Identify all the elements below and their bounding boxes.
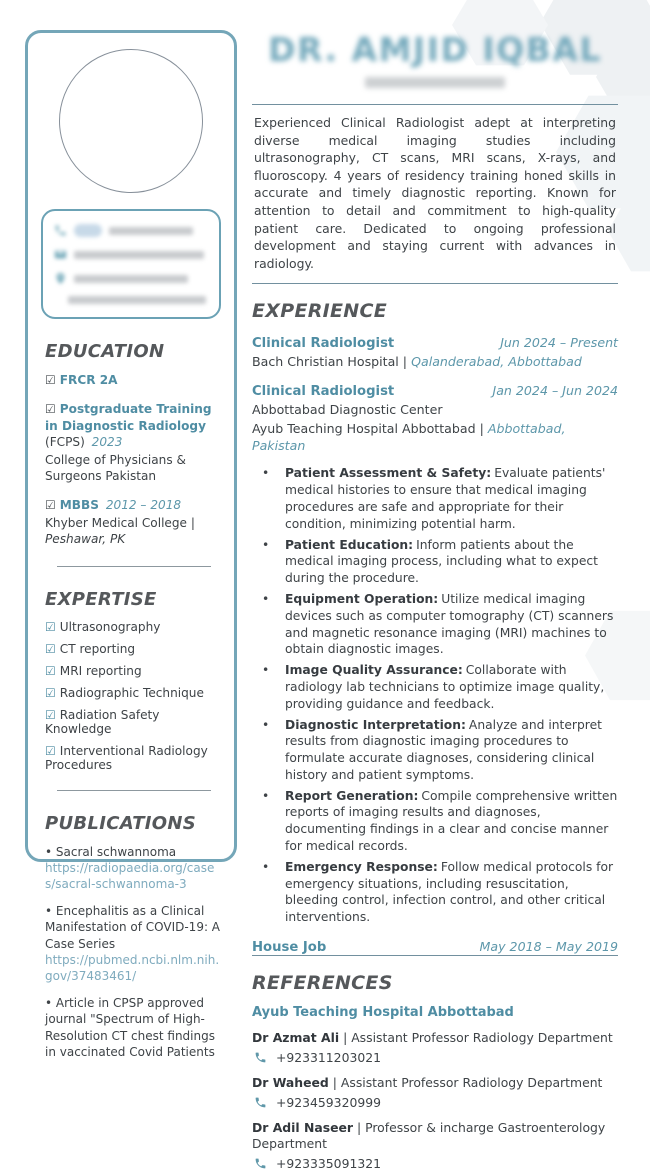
expertise-label: MRI reporting bbox=[59, 663, 142, 678]
publication-link[interactable]: https://pubmed.ncbi.nlm.nih.gov/37483461/ bbox=[45, 952, 220, 984]
publication-item bbox=[41, 844, 221, 893]
education-title: FRCR 2A bbox=[59, 373, 118, 387]
redacted-email bbox=[74, 251, 204, 259]
contact-row-email bbox=[54, 248, 208, 261]
expertise-label: CT reporting bbox=[59, 641, 136, 656]
reference-name: Dr Azmat Ali bbox=[252, 1030, 340, 1046]
redacted-phone-number bbox=[109, 227, 193, 235]
publication-item bbox=[41, 995, 221, 1060]
checkbox-icon: ☑ bbox=[45, 743, 56, 758]
duty-item bbox=[252, 717, 618, 784]
reference-name: Dr Waheed bbox=[252, 1075, 329, 1091]
duty-label: Report Generation: bbox=[285, 788, 419, 803]
phone-icon bbox=[54, 224, 67, 237]
reference-phone-row bbox=[254, 1095, 618, 1110]
horizontal-rule bbox=[252, 955, 618, 956]
checkbox-icon: ☑ bbox=[45, 373, 56, 387]
job-title: Clinical Radiologist bbox=[252, 384, 395, 400]
references-organization: Ayub Teaching Hospital Abbottabad bbox=[252, 1005, 514, 1021]
duty-label: Image Quality Assurance: bbox=[285, 663, 463, 678]
education-title: Postgraduate Training in Diagnostic Radiology bbox=[45, 402, 212, 433]
job-header bbox=[252, 939, 618, 955]
education-qualifier: (FCPS) bbox=[45, 435, 85, 450]
sidebar-divider bbox=[57, 566, 211, 567]
publications-heading: PUBLICATIONS bbox=[45, 812, 197, 834]
profile-photo-placeholder bbox=[59, 49, 203, 193]
job-title: Clinical Radiologist bbox=[252, 336, 395, 352]
redacted-contact-badge bbox=[74, 224, 102, 237]
duty-text: Analyze and interpret results from diagnostic imaging procedures to formulate accurate diagnoses, considering clinical history and patient symptoms. bbox=[285, 717, 602, 782]
duty-item bbox=[252, 859, 618, 926]
education-title: MBBS bbox=[59, 498, 99, 513]
expertise-label: Ultrasonography bbox=[59, 619, 161, 634]
phone-icon bbox=[254, 1157, 267, 1170]
expertise-label: Radiation Safety Knowledge bbox=[45, 707, 160, 736]
location-pin-icon bbox=[54, 272, 67, 285]
reference-phone: +923311203021 bbox=[276, 1050, 381, 1066]
institution-location: Peshawar, PK bbox=[45, 532, 126, 547]
sidebar-divider bbox=[57, 790, 211, 791]
contact-row-extra bbox=[54, 296, 208, 304]
publication-item bbox=[41, 903, 221, 984]
reference-role: Professor & incharge Gastroenterology Department bbox=[252, 1120, 606, 1152]
duty-item bbox=[252, 591, 618, 658]
education-date: 2023 bbox=[91, 435, 123, 450]
expertise-item bbox=[41, 664, 221, 678]
contact-row-location bbox=[54, 272, 208, 285]
institution-name: Khyber Medical College | bbox=[45, 515, 195, 530]
references-heading: REFERENCES bbox=[252, 972, 393, 995]
duty-label: Patient Assessment & Safety: bbox=[285, 466, 492, 481]
separator: | bbox=[332, 1075, 337, 1091]
expertise-heading: EXPERTISE bbox=[45, 588, 157, 610]
publication-title: • Encephalitis as a Clinical Manifestation of COVID-19: A Case Series bbox=[45, 904, 220, 950]
job-dates: Jun 2024 – Present bbox=[500, 335, 618, 351]
education-heading: EDUCATION bbox=[45, 341, 165, 362]
redacted-subtitle bbox=[365, 77, 505, 88]
org-name: Bach Christian Hospital | bbox=[252, 354, 412, 370]
checkbox-icon: ☑ bbox=[45, 685, 56, 700]
job-dates: May 2018 – May 2019 bbox=[479, 939, 618, 955]
job-organization bbox=[252, 420, 618, 454]
redacted-address bbox=[74, 275, 188, 283]
job-organization bbox=[252, 353, 618, 370]
duty-item bbox=[252, 788, 618, 855]
education-institution bbox=[45, 515, 221, 548]
publication-title: • Sacral schwannoma bbox=[45, 845, 176, 859]
horizontal-rule bbox=[252, 283, 618, 284]
reference-phone-row bbox=[254, 1050, 618, 1065]
phone-icon bbox=[254, 1051, 267, 1064]
job-duty-list bbox=[252, 465, 618, 926]
reference-person bbox=[252, 1120, 618, 1152]
reference-name: Dr Adil Naseer bbox=[252, 1120, 354, 1136]
experience-heading: EXPERIENCE bbox=[252, 300, 388, 323]
checkbox-icon: ☑ bbox=[45, 641, 56, 656]
checkbox-icon: ☑ bbox=[45, 707, 56, 722]
education-item bbox=[41, 497, 221, 547]
checkbox-icon: ☑ bbox=[45, 619, 56, 634]
expertise-item bbox=[41, 620, 221, 634]
education-date: 2012 – 2018 bbox=[105, 498, 182, 513]
publication-link[interactable]: https://radiopaedia.org/cases/sacral-schwannoma-3 bbox=[45, 860, 215, 892]
expertise-label: Interventional Radiology Procedures bbox=[45, 743, 208, 772]
job-dates: Jan 2024 – Jun 2024 bbox=[492, 383, 618, 399]
main-column bbox=[252, 14, 618, 1171]
expertise-item bbox=[41, 708, 221, 736]
education-institution: College of Physicians & Surgeons Pakistan bbox=[45, 452, 186, 484]
horizontal-rule bbox=[252, 104, 618, 105]
duty-item bbox=[252, 662, 618, 712]
profile-summary: Experienced Clinical Radiologist adept at interpreting diverse medical imaging studies including ultrasonography, CT scans, MRI scans, X-rays, and fluoroscopy. 4 years of residency training honed skills in accurate and timely diagnostic reporting. Known for attention to detail and commitment to high-quality patient care. Dedicated to ongoing professional development and staying current with advances in radiology. bbox=[254, 115, 616, 271]
job-title: House Job bbox=[252, 940, 327, 956]
duty-label: Equipment Operation: bbox=[285, 591, 439, 606]
duty-text: Utilize medical imaging devices such as computer tomography (CT) scanners and magnetic resonance imaging (MRI) machines to obtain diagnostic images. bbox=[285, 591, 614, 657]
education-item bbox=[41, 401, 221, 484]
duty-text: Inform patients about the medical imaging process, including what to expect during the procedure. bbox=[285, 537, 598, 586]
separator: | bbox=[343, 1030, 348, 1046]
reference-person bbox=[252, 1075, 618, 1091]
duty-text: Collaborate with radiology lab technicians to optimize image quality, providing guidance and feedback. bbox=[285, 663, 605, 711]
reference-phone-row bbox=[254, 1156, 618, 1171]
duty-item bbox=[252, 537, 618, 587]
checkbox-icon: ☑ bbox=[45, 663, 56, 678]
org-location: Abbottabad, Pakistan bbox=[252, 421, 566, 454]
contact-card bbox=[41, 209, 221, 319]
job-header bbox=[252, 383, 618, 399]
expertise-item bbox=[41, 744, 221, 772]
reference-phone: +923459320999 bbox=[276, 1095, 381, 1111]
duty-label: Diagnostic Interpretation: bbox=[285, 717, 466, 732]
expertise-item bbox=[41, 686, 221, 700]
phone-icon bbox=[254, 1096, 267, 1109]
expertise-label: Radiographic Technique bbox=[59, 685, 204, 700]
duty-label: Patient Education: bbox=[285, 537, 414, 552]
reference-role: Assistant Professor Radiology Department bbox=[351, 1030, 613, 1046]
checkbox-icon: ☑ bbox=[45, 498, 56, 513]
sidebar bbox=[25, 30, 237, 1059]
duty-label: Emergency Response: bbox=[285, 859, 438, 874]
duty-text: Evaluate patients' medical histories to ensure that medical imaging procedures are safe and appropriate for their condition, minimizing potential harm. bbox=[285, 466, 606, 531]
email-icon bbox=[54, 248, 67, 261]
contact-row-phone bbox=[54, 224, 208, 237]
job-organization: Abbottabad Diagnostic Center bbox=[252, 402, 443, 418]
expertise-item bbox=[41, 642, 221, 656]
duty-text: Compile comprehensive written reports of imaging results and diagnoses, documenting findings in a clear and concise manner for medical records. bbox=[285, 788, 618, 854]
reference-phone: +923335091321 bbox=[276, 1156, 381, 1171]
redacted-extra bbox=[68, 296, 206, 304]
education-item bbox=[41, 372, 221, 388]
checkbox-icon: ☑ bbox=[45, 402, 56, 417]
job-header bbox=[252, 335, 618, 351]
duty-text: Follow medical protocols for emergency situations, including resuscitation, bleeding control, infection control, and other critical interventions. bbox=[285, 859, 614, 925]
duty-item bbox=[252, 465, 618, 532]
org-location: Qalanderabad, Abbottabad bbox=[411, 354, 582, 370]
org-name: Ayub Teaching Hospital Abbottabad | bbox=[252, 421, 488, 437]
publication-title: • Article in CPSP approved journal "Spectrum of High-Resolution CT chest findings in vaccinated Covid Patients bbox=[45, 996, 215, 1059]
candidate-name-blurred: DR. AMJID IQBAL bbox=[268, 30, 602, 69]
reference-role: Assistant Professor Radiology Department bbox=[340, 1075, 603, 1091]
separator: | bbox=[356, 1120, 362, 1136]
reference-person bbox=[252, 1030, 618, 1046]
